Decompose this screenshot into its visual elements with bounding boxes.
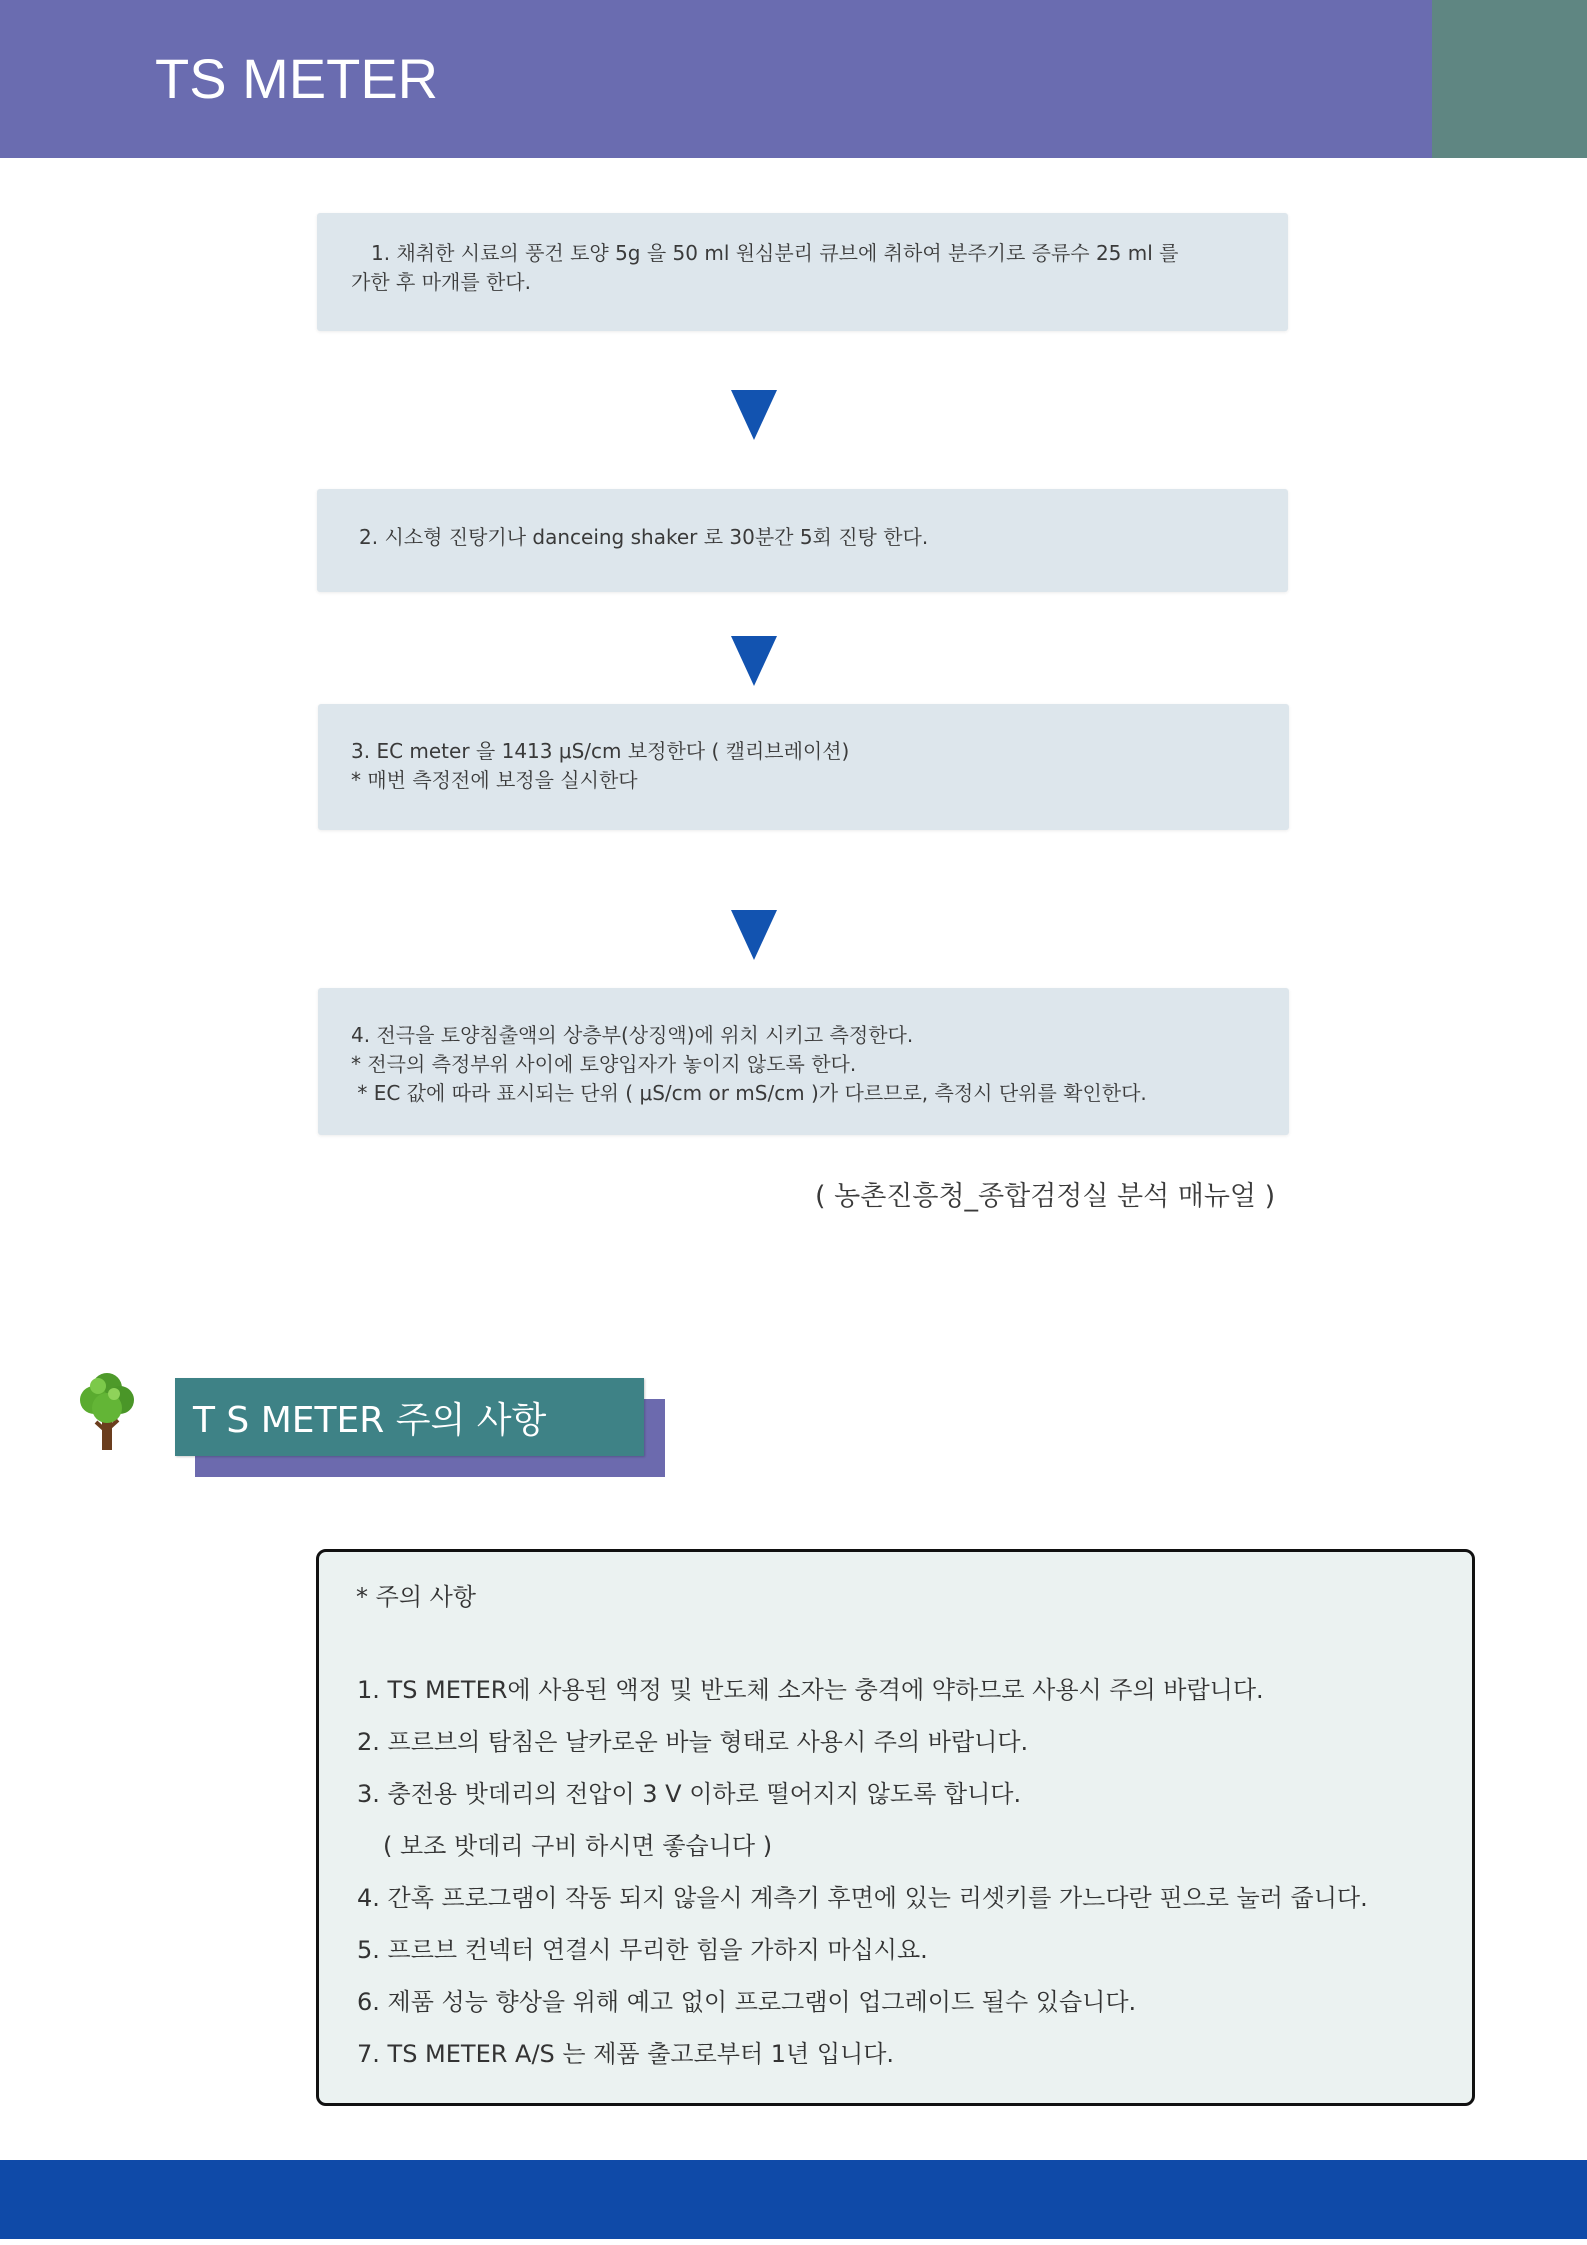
section-heading [175,1378,644,1456]
step-box-1 [317,213,1288,331]
step-4-line-2: * 전극의 측정부위 사이에 토양입자가 놓이지 않도록 한다. [351,1052,857,1076]
step-box-4 [318,988,1289,1135]
caution-item-note: ( 보조 밧데리 구비 하시면 좋습니다 ) [383,1832,773,1860]
caution-item: 3. 충전용 밧데리의 전압이 3 V 이하로 떨어지지 않도록 합니다. [357,1780,1022,1808]
caution-item: 6. 제품 성능 향상을 위해 예고 없이 프로그램이 업그레이드 될수 있습니다. [357,1988,1137,2016]
step-3-line-1: 3. EC meter 을 1413 μS/cm 보정한다 ( 캘리브레이션) [351,739,850,763]
down-arrow-icon [731,910,777,960]
header-accent-block [1432,0,1587,158]
step-3-line-2: * 매번 측정전에 보정을 실시한다 [351,768,638,792]
down-arrow-icon [731,636,777,686]
caution-item: 7. TS METER A/S 는 제품 출고로부터 1년 입니다. [357,2040,895,2068]
step-1-line-1: 1. 채취한 시료의 풍건 토양 5g 을 50 ml 원심분리 큐브에 취하여 분주기로 증류수 25 ml 를 [371,241,1179,265]
caution-item: 5. 프르브 컨넥터 연결시 무리한 힘을 가하지 마십시요. [357,1936,928,1964]
section-heading-text: T S METER 주의 사항 [193,1400,547,1441]
step-box-2 [317,489,1288,592]
caution-list [357,1664,1368,2080]
source-note: ( 농촌진흥청_종합검정실 분석 매뉴얼 ) [815,1181,1276,1212]
caution-item: 4. 간혹 프로그램이 작동 되지 않을시 계측기 후면에 있는 리셋키를 가느다란 핀으로 눌러 줍니다. [357,1884,1368,1912]
step-4-line-3: * EC 값에 따라 표시되는 단위 ( μS/cm or mS/cm )가 다르므로, 측정시 단위를 확인한다. [351,1081,1147,1105]
footer-bar [0,2160,1587,2239]
step-1-line-2: 가한 후 마개를 한다. [351,270,531,294]
caution-item: 2. 프르브의 탐침은 날카로운 바늘 형태로 사용시 주의 바랍니다. [357,1728,1029,1756]
down-arrow-icon [731,390,777,440]
caution-item: 1. TS METER에 사용된 액정 및 반도체 소자는 충격에 약하므로 사용시 주의 바랍니다. [357,1676,1264,1704]
caution-box [316,1549,1475,2106]
caution-title: * 주의 사항 [356,1583,476,1611]
page-title: TS METER [155,47,439,110]
step-4-line-1: 4. 전극을 토양침출액의 상층부(상징액)에 위치 시키고 측정한다. [351,1023,914,1047]
step-2-line-1: 2. 시소형 진탕기나 danceing shaker 로 30분간 5회 진탕 한다. [359,525,929,549]
step-box-3 [318,704,1289,830]
tree-icon [78,1370,136,1452]
